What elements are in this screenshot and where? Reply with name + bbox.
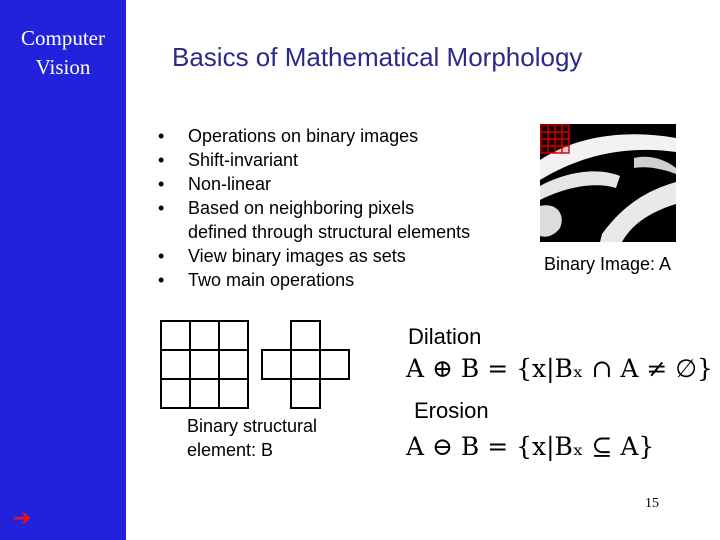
erosion-label: Erosion <box>414 398 489 423</box>
bullet-item: • Non-linear <box>158 172 470 196</box>
binary-image <box>540 124 676 242</box>
structural-element-caption: Binary structural element: B <box>187 416 318 460</box>
bullet-item: • Two main operations <box>158 268 470 292</box>
dilation-label: Dilation <box>408 324 482 349</box>
right-arrow-icon[interactable]: ➔ <box>13 506 32 531</box>
structural-element-overlay <box>541 125 569 153</box>
slide-title: Basics of Mathematical Morphology <box>172 42 583 72</box>
binary-image-caption: Binary Image: A <box>544 254 672 274</box>
bullet-item: • Based on neighboring pixels defined through structural elements <box>158 196 470 244</box>
erosion-formula: A ⊖ B = {x|Bₓ ⊆ A} <box>406 432 655 461</box>
page-number: 15 <box>645 496 659 511</box>
sidebar <box>0 0 126 540</box>
sidebar-title: Computer Vision <box>21 26 105 79</box>
bullet-list <box>158 124 470 292</box>
bullet-item: • Operations on binary images <box>158 124 470 148</box>
dilation-formula: A ⊕ B = {x|Bₓ ∩ A ≠ ∅} <box>406 354 713 383</box>
bullet-item: • View binary images as sets <box>158 244 470 268</box>
bullet-item: • Shift-invariant <box>158 148 470 172</box>
structural-element-figure <box>160 320 352 410</box>
